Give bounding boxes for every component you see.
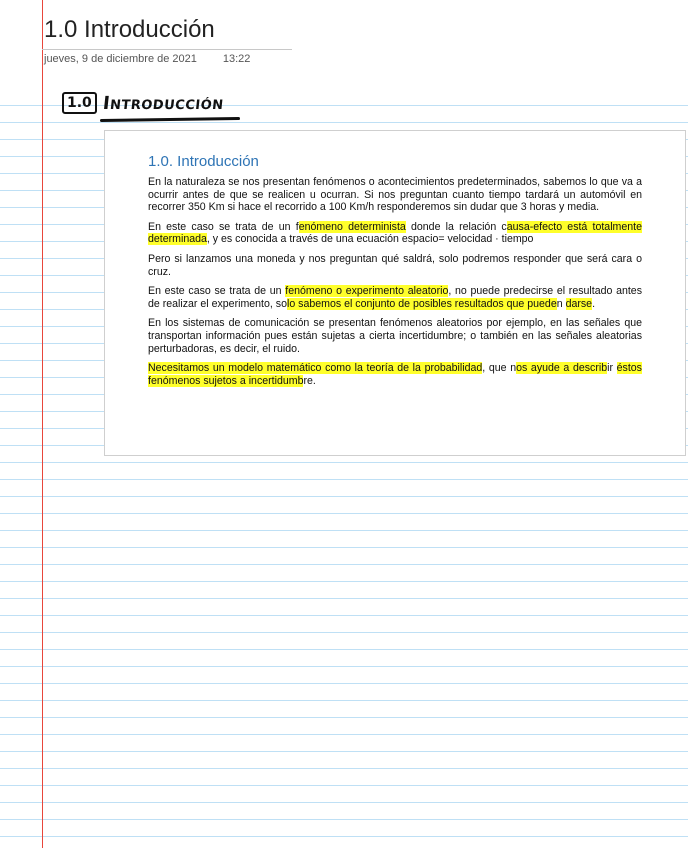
highlight: fenómeno o experimento aleatorio bbox=[285, 285, 449, 298]
highlight: Necesitamos un modelo matemático como la teoría de la probabilidad bbox=[148, 362, 483, 375]
page-time: 13:22 bbox=[222, 53, 251, 65]
text-span: re. bbox=[303, 374, 316, 387]
red-margin-line bbox=[42, 0, 43, 848]
paragraph-3: Pero si lanzamos una moneda y nos preguntan qué saldrá, solo podremos responder que será cara o cruz. bbox=[148, 252, 642, 278]
page-title[interactable]: 1.0 Introducción bbox=[44, 16, 215, 43]
text-span: donde la relación c bbox=[405, 220, 507, 233]
highlight: enómeno determinista bbox=[298, 220, 406, 233]
document-heading: 1.0. Introducción bbox=[148, 153, 259, 170]
pasted-document-image[interactable] bbox=[104, 130, 686, 456]
paragraph-6 bbox=[148, 362, 642, 387]
paragraph-2 bbox=[148, 221, 642, 246]
paragraph-5: En los sistemas de comunicación se presentan fenómenos aleatorios por ejemplo, en las señales que transportan información pues están sujetas a cierta incertidumbre; o también en las señales aleatorias perturbadoras, es decir, el ruido. bbox=[148, 317, 642, 355]
paragraph-1: En la naturaleza se nos presentan fenómenos o acontecimientos predeterminados, sabemos lo que va a ocurrir antes de que se realicen u ocurran. Si nos preguntan cuanto tiempo tardará un automóvil en recorrer 350 Km si hace el recorrido a 100 Km/h responderemos sin dudar que 3 horas y media. bbox=[148, 176, 642, 214]
document-content bbox=[148, 153, 642, 394]
text-span: n bbox=[556, 297, 566, 310]
text-span: En este caso se trata de un f bbox=[148, 220, 299, 233]
handwritten-section-number: 1.0 bbox=[62, 92, 97, 114]
highlight: os ayude a describ bbox=[516, 362, 608, 375]
text-span: , y es conocida a través de una ecuación espacio= velocidad · tiempo bbox=[206, 233, 534, 246]
paragraph-4 bbox=[148, 285, 642, 310]
highlight: ausa-efecto está totalmente determinada bbox=[148, 220, 642, 246]
highlight: éstos fenómenos sujetos a incertidumb bbox=[148, 362, 642, 387]
text-span: En este caso se trata de un bbox=[148, 285, 286, 298]
title-divider bbox=[42, 49, 292, 50]
page-date: jueves, 9 de diciembre de 2021 bbox=[44, 53, 197, 65]
handwritten-section-title: Introducción bbox=[101, 92, 225, 114]
page-timestamp bbox=[44, 53, 250, 65]
text-span: . bbox=[592, 297, 596, 310]
highlight: darse bbox=[565, 297, 593, 310]
text-span: ir bbox=[607, 362, 617, 375]
text-span: , que n bbox=[482, 362, 517, 375]
highlight: lo sabemos el conjunto de posibles resultados que puede bbox=[286, 297, 557, 310]
text-span: , no puede predecirse el resultado antes de realizar el experimento, so bbox=[148, 285, 642, 310]
header-area bbox=[0, 0, 688, 89]
